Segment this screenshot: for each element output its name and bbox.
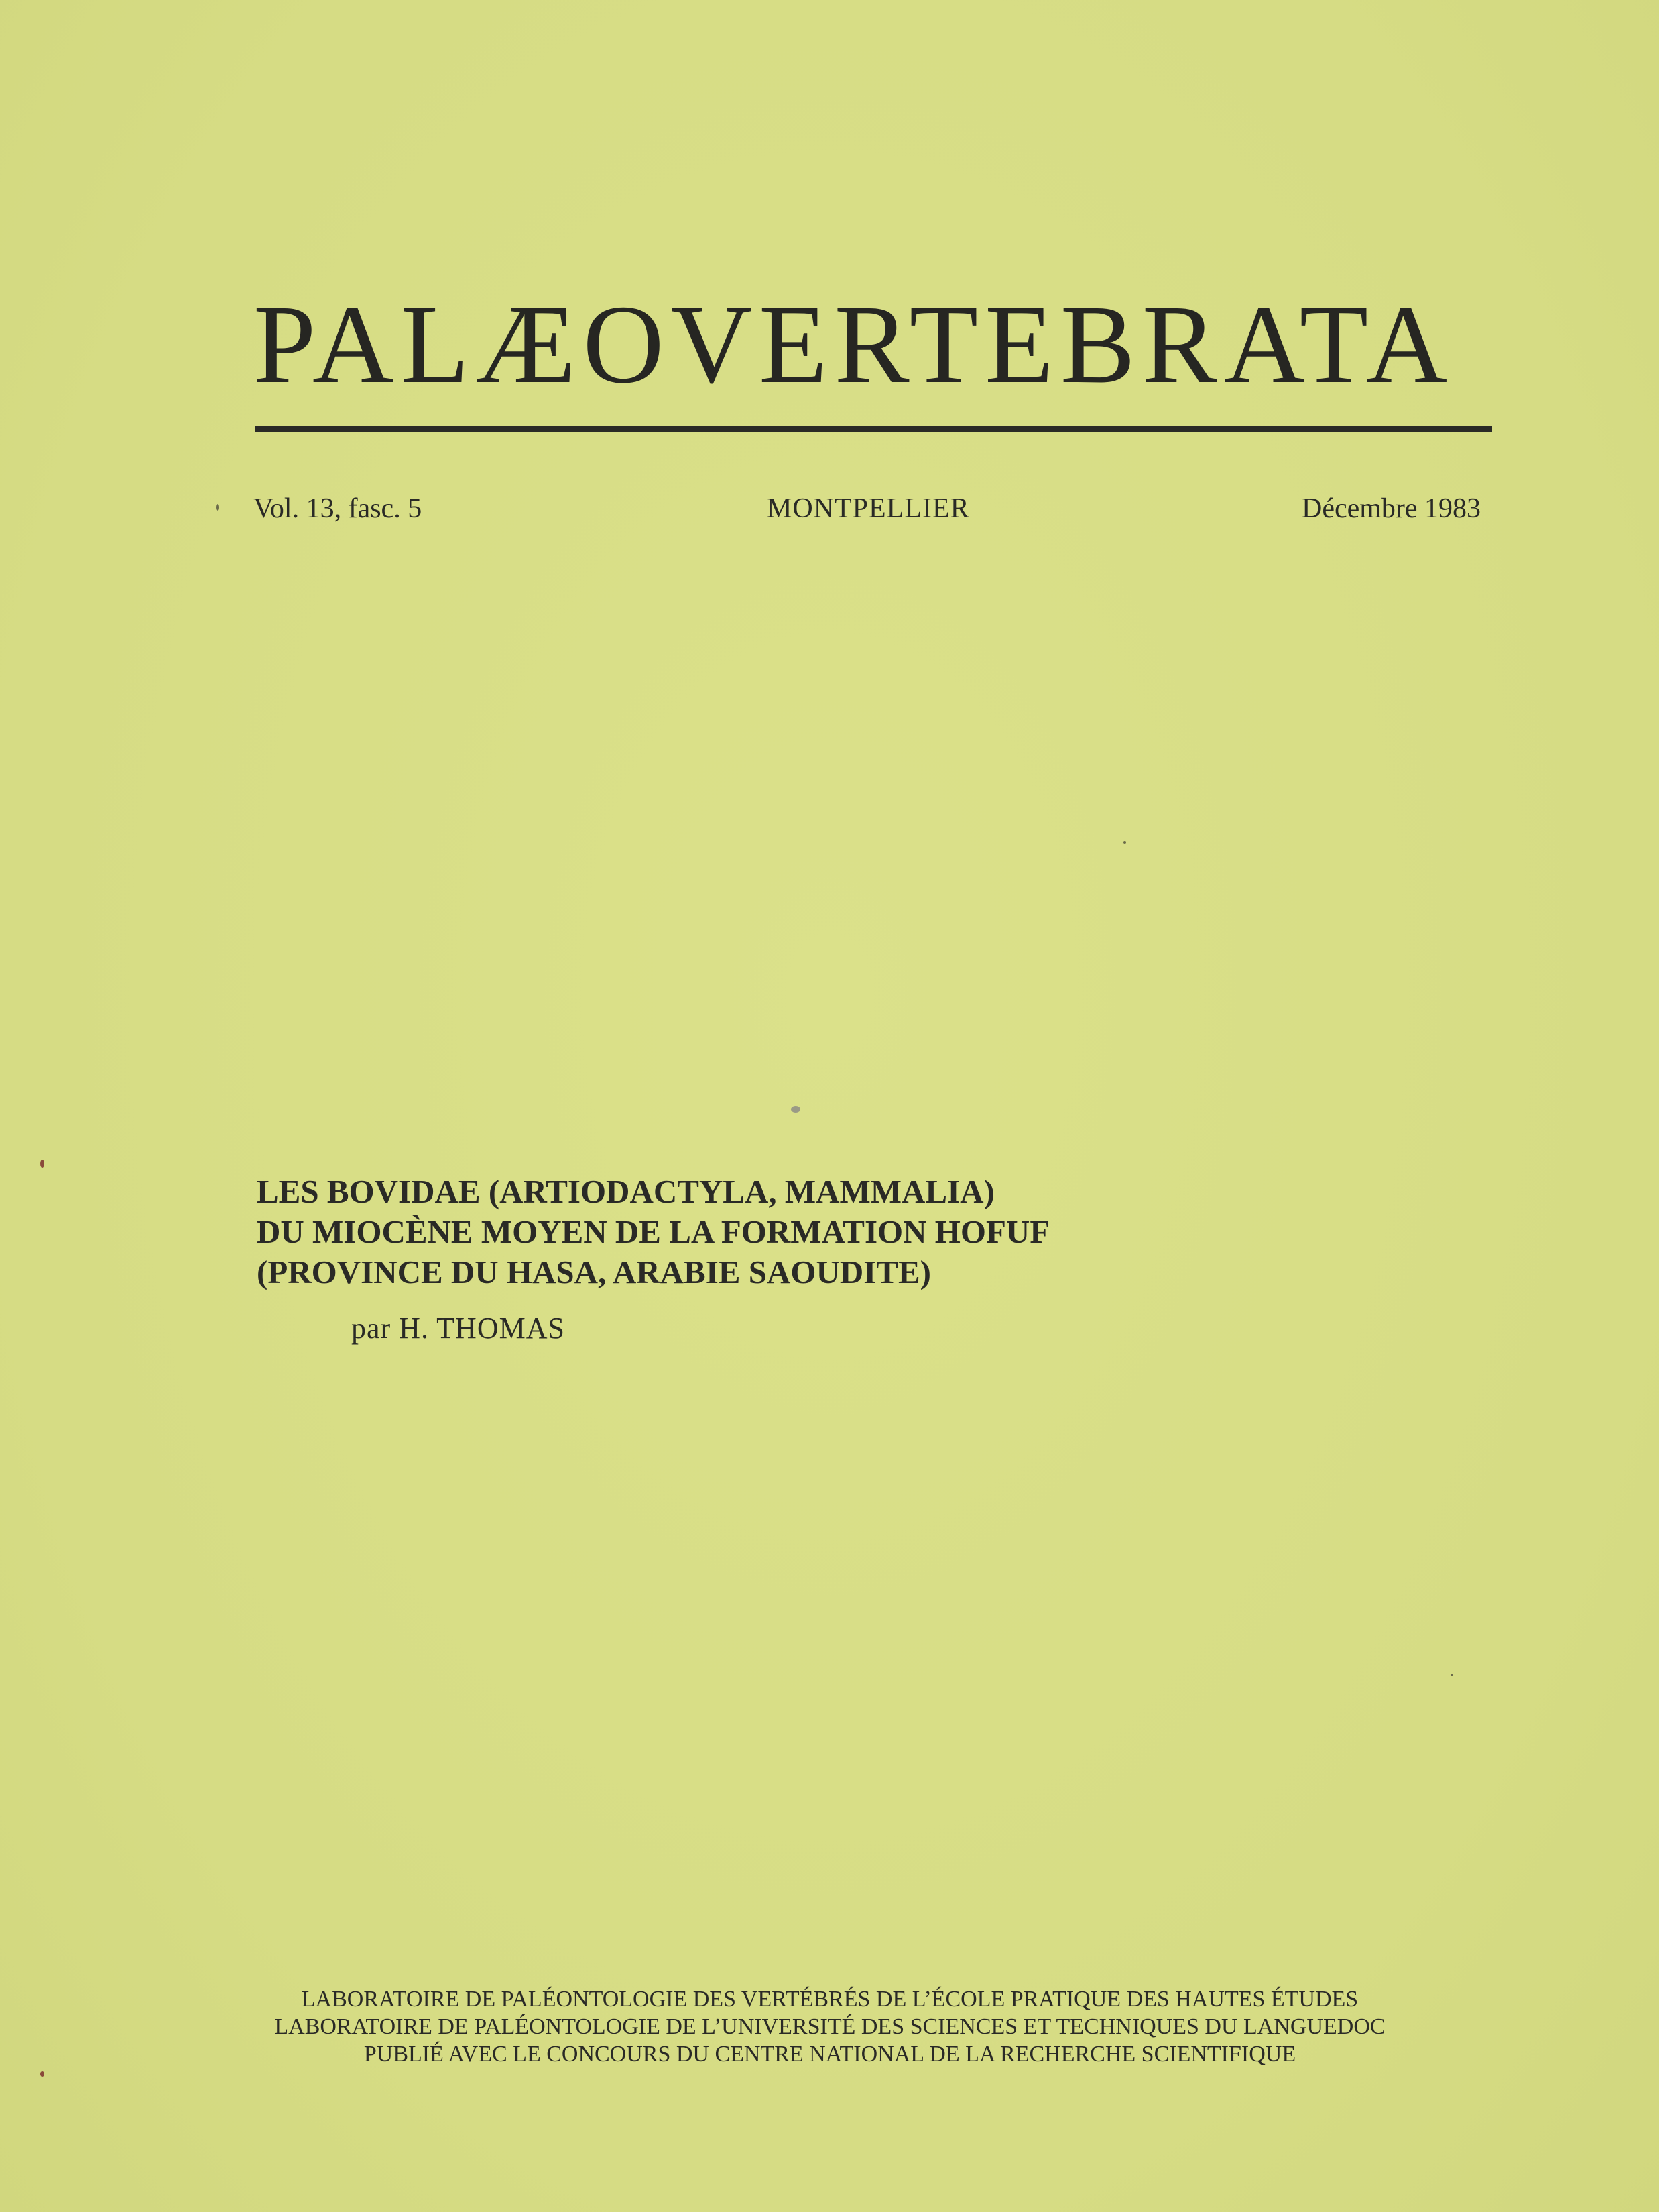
paper-speck <box>40 1160 44 1168</box>
publisher-footer <box>227 1985 1433 2068</box>
article-title-line: DU MIOCÈNE MOYEN DE LA FORMATION HOFUF <box>257 1213 1050 1250</box>
article-title-line: (PROVINCE DU HASA, ARABIE SAOUDITE) <box>257 1253 931 1290</box>
paper-speck <box>40 2071 44 2077</box>
footer-line: LABORATOIRE DE PALÉONTOLOGIE DE L’UNIVERSITÉ DES SCIENCES ET TECHNIQUES DU LANGUEDOC <box>274 2014 1386 2039</box>
paper-speck <box>216 504 219 511</box>
paper-speck <box>1123 841 1126 844</box>
paper-speck <box>1451 1674 1453 1676</box>
article-title <box>257 1172 1050 1292</box>
publication-place: MONTPELLIER <box>767 493 970 524</box>
footer-line: LABORATOIRE DE PALÉONTOLOGIE DES VERTÉBRÉS DE L’ÉCOLE PRATIQUE DES HAUTES ÉTUDES <box>301 1987 1359 2012</box>
article-author: par H. THOMAS <box>351 1312 565 1345</box>
journal-title: PALÆOVERTEBRATA <box>253 282 1455 407</box>
title-rule <box>255 426 1492 432</box>
publication-date: Décembre 1983 <box>1302 493 1481 524</box>
footer-line: PUBLIÉ AVEC LE CONCOURS DU CENTRE NATIONAL DE LA RECHERCHE SCIENTIFIQUE <box>363 2042 1296 2067</box>
volume-info: Vol. 13, fasc. 5 <box>253 493 422 524</box>
paper-speck <box>791 1106 800 1113</box>
article-title-line: LES BOVIDAE (ARTIODACTYLA, MAMMALIA) <box>257 1173 995 1210</box>
